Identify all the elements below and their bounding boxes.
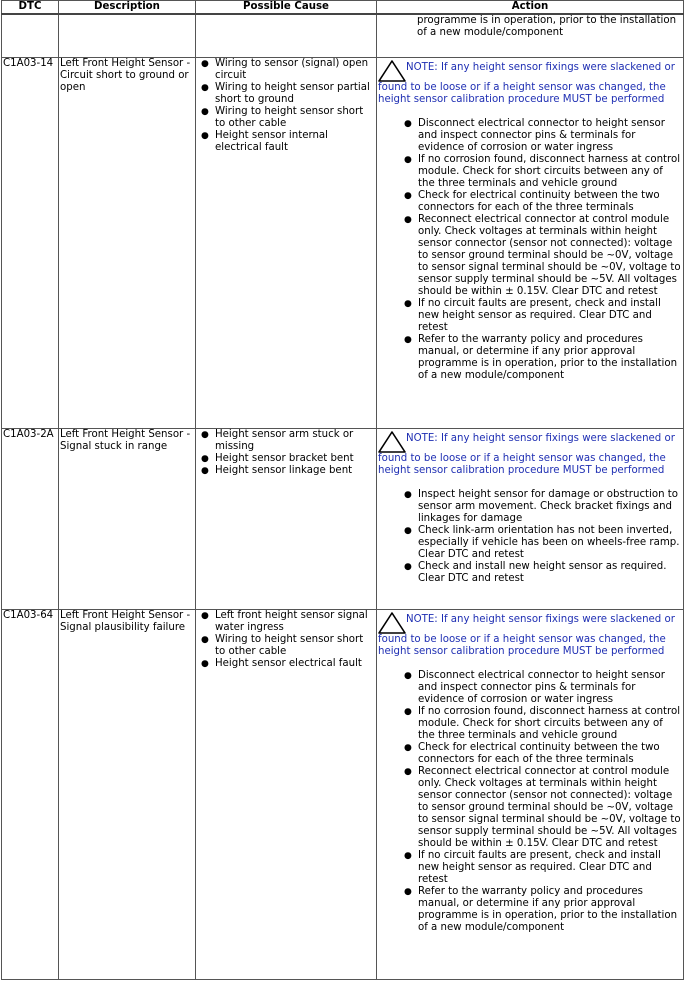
action-item: ● Disconnect electrical connector to height sensor and inspect connector pins & terminals for evidence of corrosion or water ingress [418, 670, 682, 706]
cause-item: ● Wiring to height sensor short to other cable [215, 106, 375, 130]
action-item: ● Check for electrical continuity between the two connectors for each of the three terminals [418, 190, 682, 214]
possible-cause-cell [196, 609, 377, 979]
cont-action-cell [377, 14, 684, 57]
dtc-description: Left Front Height Sensor - Signal plausibility failure [59, 609, 196, 979]
action-item: ● Check link-arm orientation has not been inverted, especially if vehicle has been on wheels-free ramp. Clear DTC and retest [418, 525, 682, 561]
header-dtc: DTC [2, 1, 59, 15]
cause-item: ● Height sensor arm stuck or missing [215, 429, 375, 453]
header-possible-cause: Possible Cause [196, 1, 377, 15]
note-text: NOTE: If any height sensor fixings were slackened or found to be loose or if a height sensor was changed, the height sensor calibration procedure MUST be performed [378, 61, 675, 105]
action-item: ● If no corrosion found, disconnect harness at control module. Check for short circuits between any of the three terminals and vehicle ground [418, 706, 682, 742]
cause-item: ● Wiring to height sensor short to other cable [215, 634, 375, 658]
warning-icon [378, 60, 406, 82]
dtc-table [1, 0, 684, 980]
warning-icon [378, 612, 406, 634]
action-item: ● If no circuit faults are present, check and install new height sensor as required. Clear DTC and retest [418, 850, 682, 886]
cause-list [197, 610, 375, 670]
cause-item: ● Height sensor internal electrical fault [215, 130, 375, 154]
cause-item: ● Wiring to height sensor partial short to ground [215, 82, 375, 106]
dtc-description: Left Front Height Sensor - Signal stuck in range [59, 428, 196, 609]
calibration-note [378, 610, 682, 658]
cause-item: ● Height sensor bracket bent [215, 453, 375, 465]
cause-list [197, 429, 375, 477]
note-text: NOTE: If any height sensor fixings were slackened or found to be loose or if a height sensor was changed, the height sensor calibration procedure MUST be performed [378, 432, 675, 476]
action-item: ● If no circuit faults are present, check and install new height sensor as required. Clear DTC and retest [418, 298, 682, 334]
action-item: ● Refer to the warranty policy and procedures manual, or determine if any prior approval programme is in operation, prior to the installation of a new module/component [418, 886, 682, 934]
header-row [2, 1, 684, 15]
action-item: ● Reconnect electrical connector at control module only. Check voltages at terminals within height sensor connector (sensor not connected): voltage to sensor ground terminal should be ~0V, voltage to sensor signal terminal should be ~0V, voltage to sensor supply terminal should be ~5V. All voltages should be within ± 0.15V. Clear DTC and retest [418, 766, 682, 850]
cause-list [197, 58, 375, 154]
action-item: ● Reconnect electrical connector at control module only. Check voltages at terminals within height sensor connector (sensor not connected): voltage to sensor ground terminal should be ~0V, voltage to sensor signal terminal should be ~0V, voltage to sensor supply terminal should be ~5V. All voltages should be within ± 0.15V. Clear DTC and retest [418, 214, 682, 298]
warning-icon [378, 431, 406, 453]
action-item: ● Inspect height sensor for damage or obstruction to sensor arm movement. Check bracket fixings and linkages for damage [418, 489, 682, 525]
note-text: NOTE: If any height sensor fixings were slackened or found to be loose or if a height sensor was changed, the height sensor calibration procedure MUST be performed [378, 613, 675, 657]
cause-item: ● Wiring to sensor (signal) open circuit [215, 58, 375, 82]
header-description: Description [59, 1, 196, 15]
cont-dtc-cell [2, 14, 59, 57]
action-item: ● Disconnect electrical connector to height sensor and inspect connector pins & terminals for evidence of corrosion or water ingress [418, 118, 682, 154]
header-action: Action [377, 1, 684, 15]
action-list [378, 118, 682, 382]
continuation-text: programme is in operation, prior to the installation of a new module/component [417, 15, 677, 38]
action-cell [377, 428, 684, 609]
action-item: ● Check and install new height sensor as required. Clear DTC and retest [418, 561, 682, 585]
dtc-description: Left Front Height Sensor - Circuit short to ground or open [59, 57, 196, 428]
dtc-code: C1A03-64 [2, 609, 59, 979]
table-row [2, 428, 684, 609]
cause-item: ● Left front height sensor signal water ingress [215, 610, 375, 634]
dtc-code: C1A03-2A [2, 428, 59, 609]
possible-cause-cell [196, 57, 377, 428]
cause-item: ● Height sensor linkage bent [215, 465, 375, 477]
action-list [378, 489, 682, 585]
action-item: ● Check for electrical continuity between the two connectors for each of the three terminals [418, 742, 682, 766]
table-row [2, 609, 684, 979]
action-list [378, 670, 682, 934]
calibration-note [378, 58, 682, 106]
calibration-note [378, 429, 682, 477]
cont-cause-cell [196, 14, 377, 57]
possible-cause-cell [196, 428, 377, 609]
cont-description-cell [59, 14, 196, 57]
dtc-code: C1A03-14 [2, 57, 59, 428]
action-item: ● If no corrosion found, disconnect harness at control module. Check for short circuits between any of the three terminals and vehicle ground [418, 154, 682, 190]
action-item: ● Refer to the warranty policy and procedures manual, or determine if any prior approval programme is in operation, prior to the installation of a new module/component [418, 334, 682, 382]
action-cell [377, 609, 684, 979]
continuation-row [2, 14, 684, 57]
table-row [2, 57, 684, 428]
action-cell [377, 57, 684, 428]
cause-item: ● Height sensor electrical fault [215, 658, 375, 670]
